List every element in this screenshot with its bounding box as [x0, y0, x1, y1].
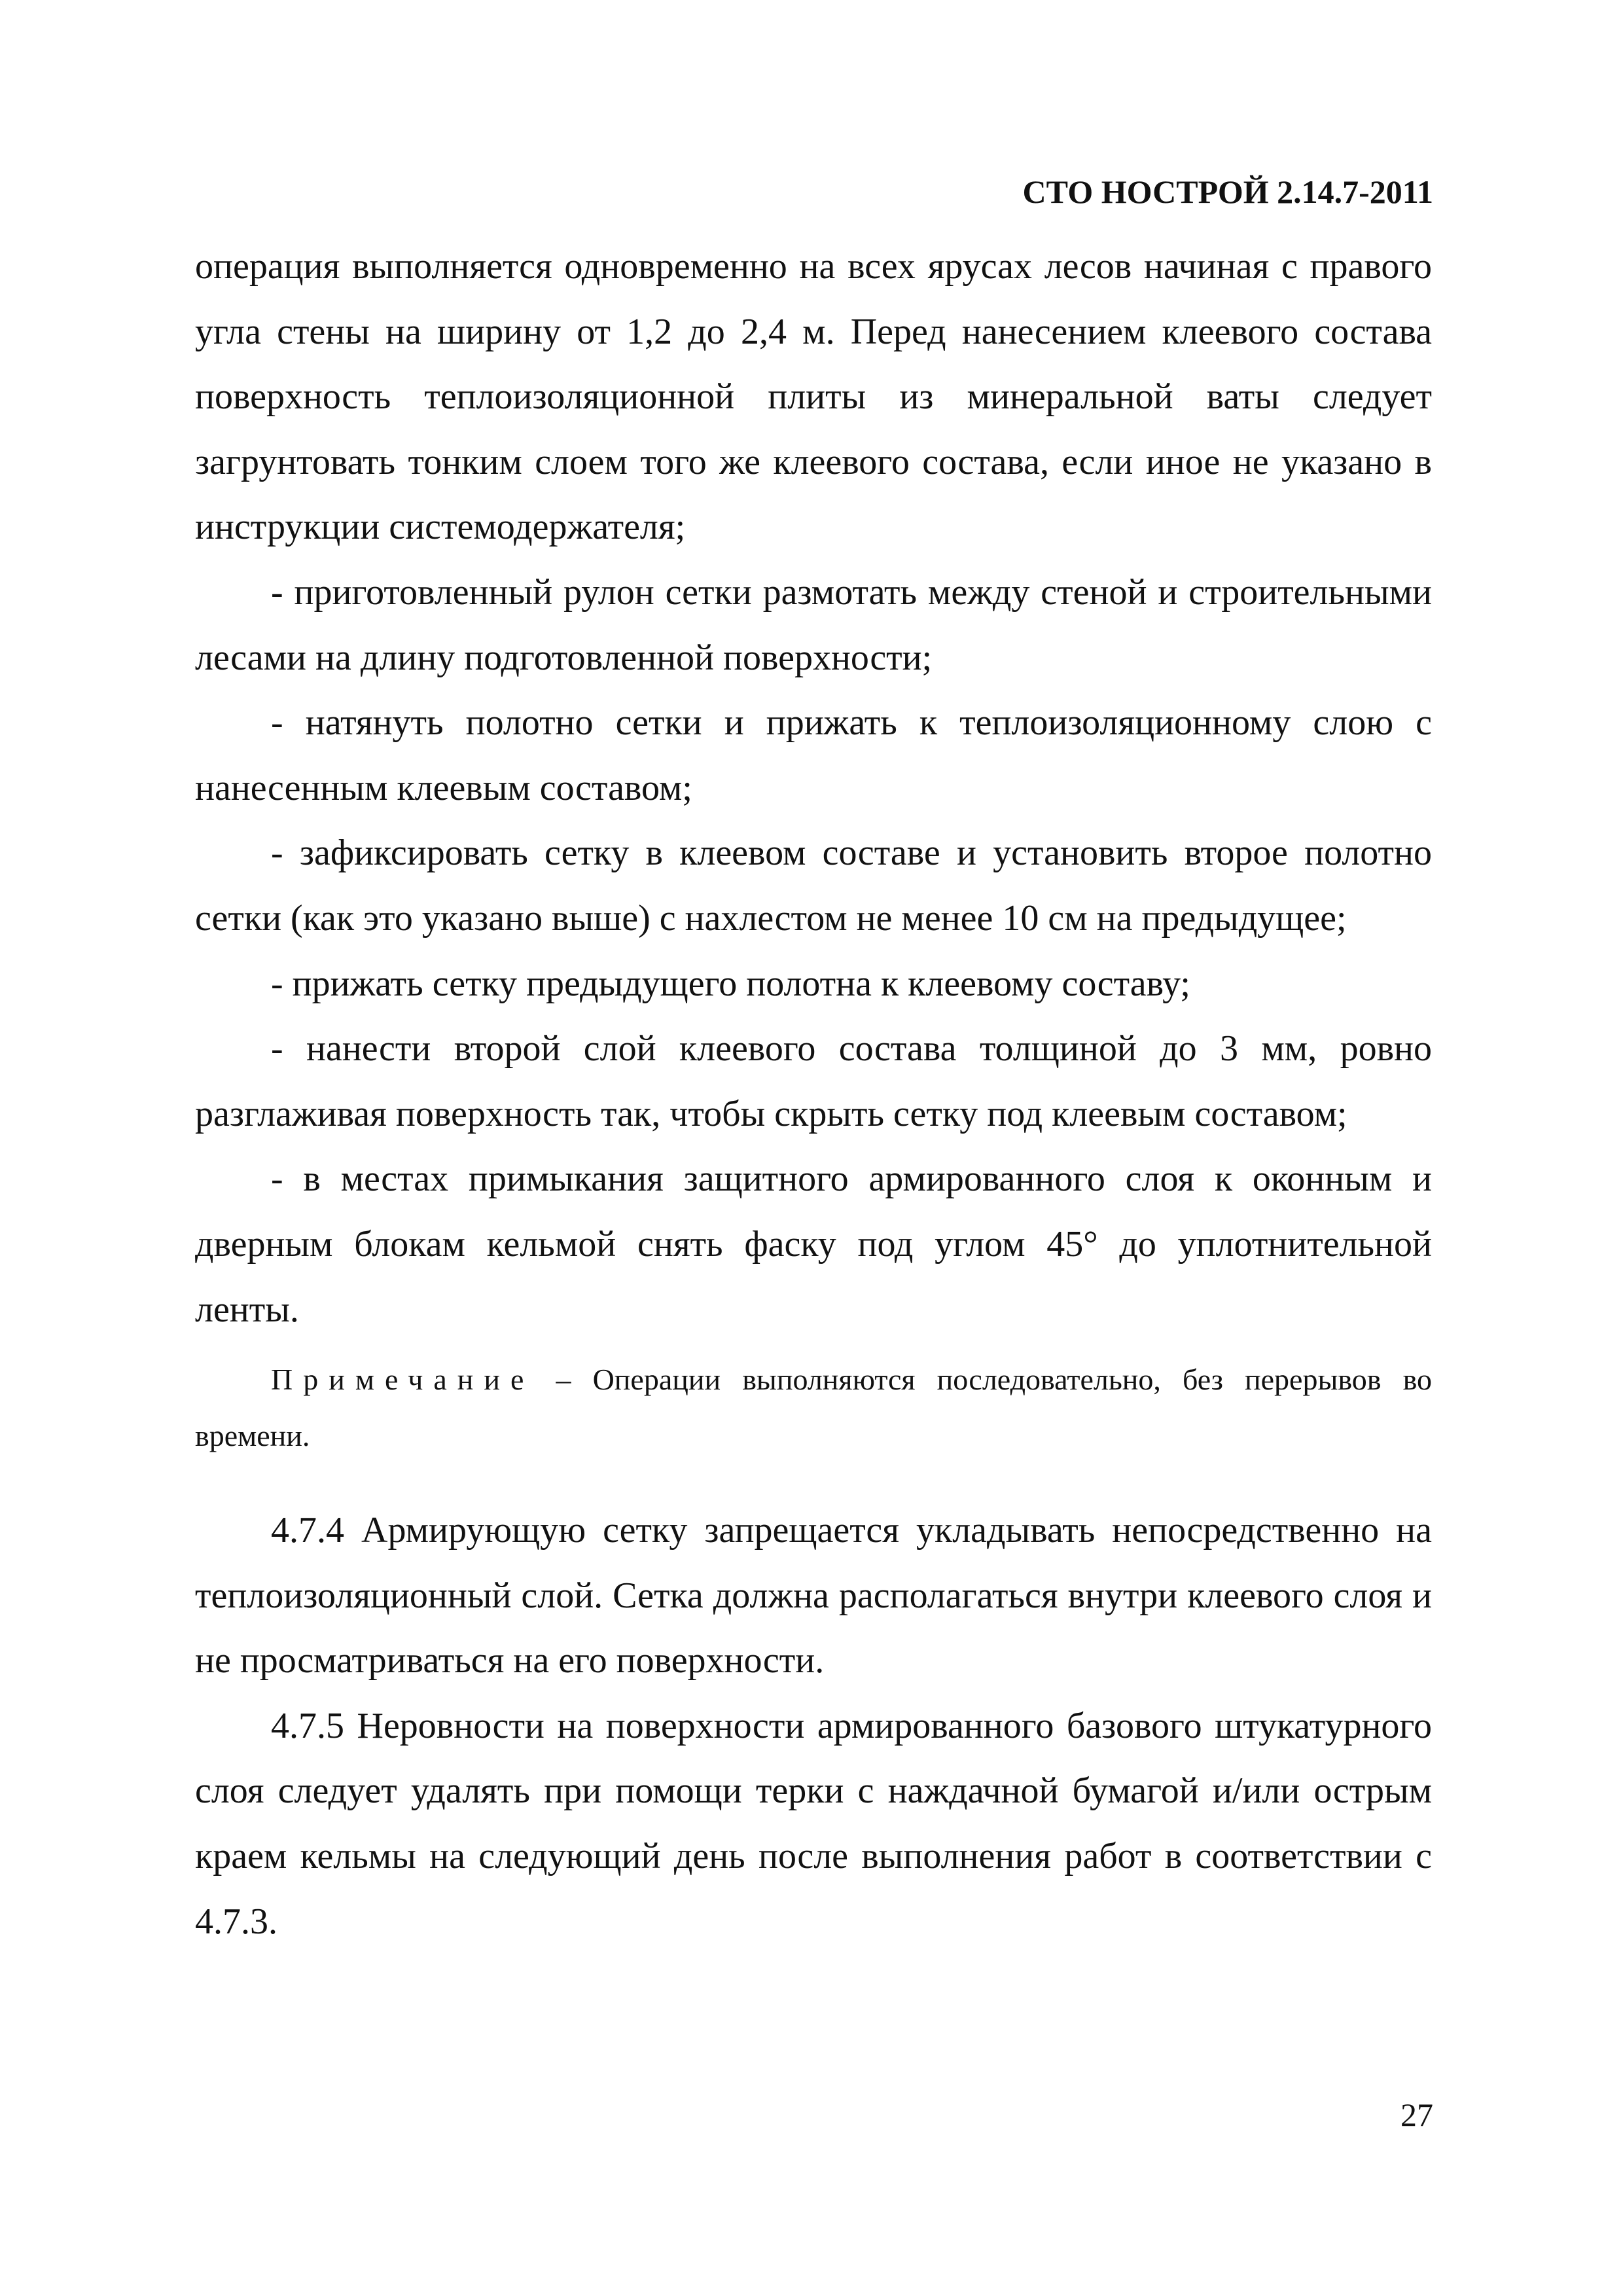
section-4-7-4: 4.7.4 Армирующую сетку запрещается укладывать непосредственно на теплоизоляционный слой. Сетка должна располагаться внутри клеевого слоя и не просматриваться на его поверхности.: [195, 1510, 1432, 1681]
body-text: [195, 234, 1432, 1954]
list-item-fix-mesh: - зафиксировать сетку в клеевом составе и установить второе полотно сетки (как это указано выше) с нахлестом не менее 10 см на предыдущее;: [195, 833, 1432, 939]
paragraph-continuation: операция выполняется одновременно на всех ярусах лесов начиная с правого угла стены на ширину от 1,2 до 2,4 м. Перед нанесением клеевого состава поверхность теплоизоляционной плиты из минеральной ваты следует загрунтовать тонким слоем того же клеевого состава, если иное не указано в инструкции системодержателя;: [195, 246, 1432, 548]
document-header: СТО НОСТРОЙ 2.14.7-2011: [1022, 173, 1433, 210]
list-item-unroll-mesh: - приготовленный рулон сетки размотать между стеной и строительными лесами на длину подготовленной поверхности;: [195, 571, 1432, 678]
section-4-7-5: 4.7.5 Неровности на поверхности армированного базового штукатурного слоя следует удалять при помощи терки с наждачной бумагой и/или острым краем кельмы на следующий день после выполнения работ в соответствии с 4.7.3.: [195, 1705, 1432, 1942]
list-item-chamfer: - в местах примыкания защитного армированного слоя к оконным и дверным блокам кельмой снять фаску под углом 45° до уплотнительной ленты.: [195, 1158, 1432, 1330]
list-item-press-mesh: - прижать сетку предыдущего полотна к клеевому составу;: [271, 963, 1190, 1004]
note-text: – Операции выполняются последовательно, без перерывов во времени.: [195, 1363, 1432, 1453]
note-label: Примечание: [271, 1363, 535, 1397]
list-item-stretch-mesh: - натянуть полотно сетки и прижать к теплоизоляционному слою с нанесенным клеевым составом;: [195, 702, 1432, 808]
spacer: [195, 1464, 1432, 1498]
page-number: 27: [1400, 2096, 1433, 2133]
note: [195, 1352, 1432, 1464]
list-item-second-layer: - нанести второй слой клеевого состава толщиной до 3 мм, ровно разглаживая поверхность так, чтобы скрыть сетку под клеевым составом;: [195, 1028, 1432, 1134]
